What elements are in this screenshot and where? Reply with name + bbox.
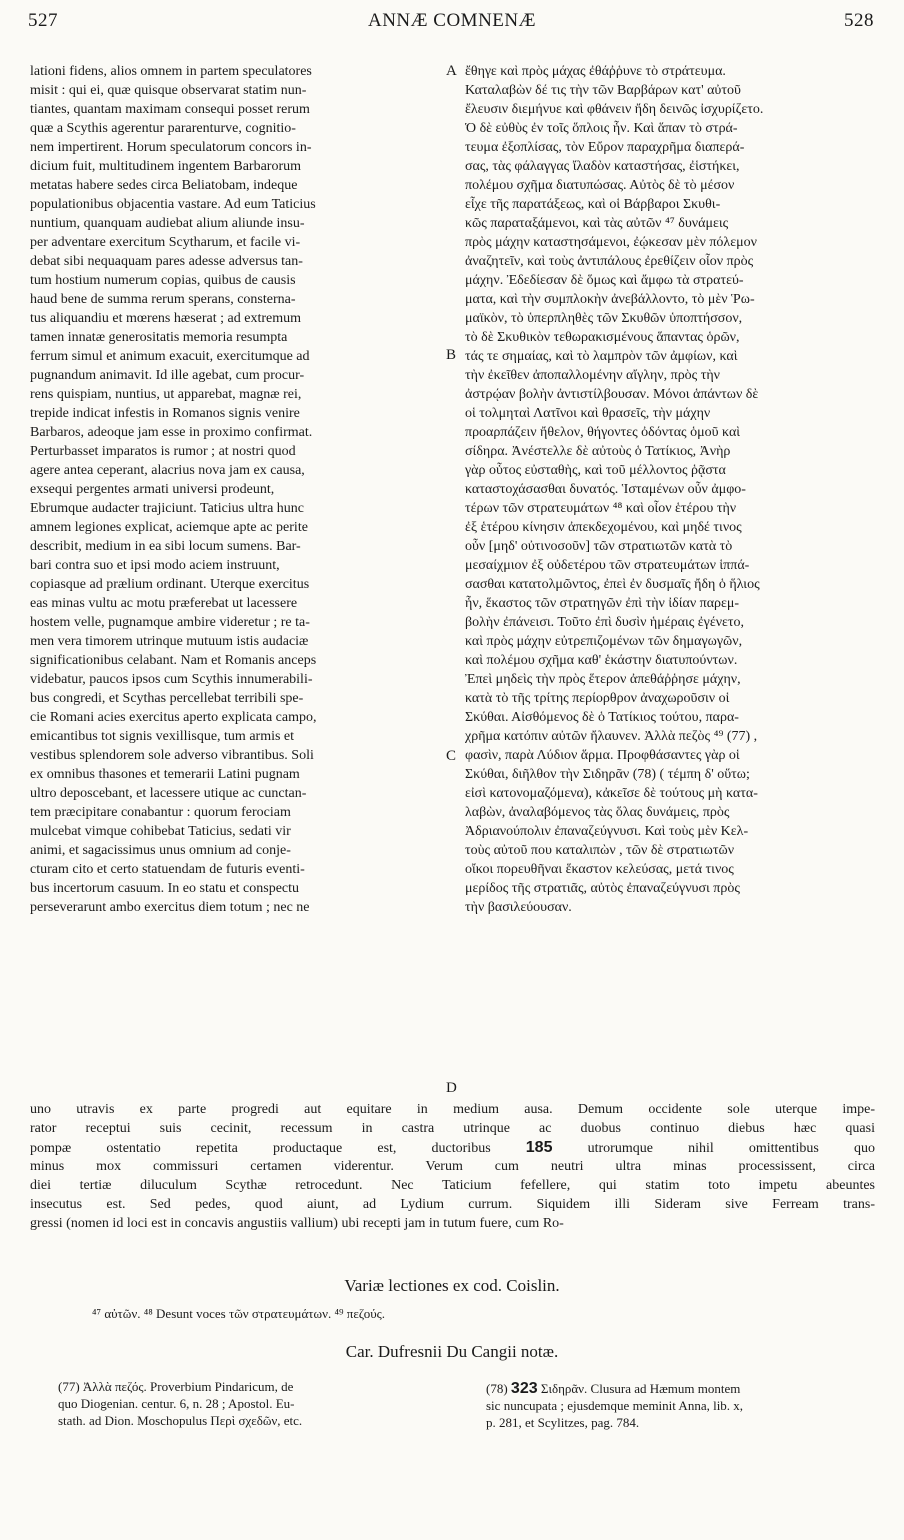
- text-line: Ἀδριανούπολιν ἐπαναζεύγνυσι. Καὶ τοὺς μὲν Κελ-: [465, 824, 749, 839]
- text-line: debat sibi nequaquam pares adesse adversus tan-: [30, 254, 303, 269]
- text-line: μεσαίχμιον ἐξ οὐδετέρου τῶν στρατευμάτων ἱππά-: [465, 558, 750, 573]
- text-line: populationibus objacentia vastare. Ad eum Taticius: [30, 197, 316, 212]
- text-line: ἀναζητεῖν, καὶ τοὺς ἀντιπάλους ἐρεθίζειν οἷον πρὸς: [465, 254, 754, 269]
- text-line: τὴν βασιλεύουσαν.: [465, 900, 572, 915]
- text-line: ματα, καὶ τὴν συμπλοκὴν ἀνεβάλλοντο, τὸ μὲν Ῥω-: [465, 292, 755, 307]
- text-line: κατὰ τὸ τῆς τρίτης περίορθρον ἀναχωροῦσιν οἱ: [465, 691, 730, 706]
- text-line: καὶ πολέμου σχῆμα καθ' ἑκάστην διατυπούντων.: [465, 653, 738, 668]
- text-line: per adventare exercitum Scytharum, et facile vi-: [30, 235, 301, 250]
- text-line: μάχην. Ἐδεδίεσαν δὲ ὅμως καὶ ἄμφω τὰ στρατεύ-: [465, 273, 744, 288]
- text-line: gressi (nomen id loci est in concavis angustiis vallium) ubi recepti jam in tutum fuere, cum Ro-: [30, 1216, 564, 1231]
- text-line: tiantes, quantam maximam consequi posset rerum: [30, 102, 310, 117]
- text-line: σας, τὰς φάλαγγας ἴλαδὸν καταστήσας, ἐἱστήκει,: [465, 159, 740, 174]
- text-line: amnem legiones explicat, aciemque apte ac perite: [30, 520, 308, 535]
- text-line: bari contra suo et ipsi modo aciem instruunt,: [30, 558, 280, 573]
- text-line: quæ a Scythis agerentur pararenturve, cognitio-: [30, 121, 296, 136]
- text-fragment: (78): [486, 1381, 508, 1396]
- text-line: eas minas vultu ac motu præferebat ut lacessere: [30, 596, 298, 611]
- right-page-number: 528: [844, 10, 874, 31]
- text-line: ferrum simul et animum exacuit, exercitumque ad: [30, 349, 310, 364]
- text-fragment: utrorumque nihil omittentibus quo: [587, 1141, 875, 1156]
- text-line: οὖν [μηδ' οὐτινοσοῦν] τῶν στρατιωτῶν κατὰ τὸ: [465, 539, 733, 554]
- text-line: nuntium, quanquam audiebat alium aliunde insu-: [30, 216, 305, 231]
- text-line: [30, 1138, 875, 1157]
- notes-heading: Car. Dufresnii Du Cangii notæ.: [345, 1342, 559, 1361]
- text-line: uno utravis ex parte progredi aut equitare in medium ausa. Demum occidente sole uterque impe-: [30, 1102, 875, 1117]
- margin-marker-a: A: [446, 63, 457, 79]
- text-line: πολέμου σχῆμα διατυπώσας. Αὐτὸς δὲ τὸ μέσον: [465, 178, 735, 193]
- text-line: τὸ δὲ Σκυθικὸν τεθωρακισμένους ἅπαντας ὁρῶν,: [465, 330, 740, 345]
- text-line: videbatur, paucos ipsos cum Scythis innumerabili-: [30, 672, 313, 687]
- text-line: bus congredi, et Scythas percellebat terribili spe-: [30, 691, 304, 706]
- text-line: καὶ πρὸς μάχην εὐτρεπιζομένων τῶν δημαγωγῶν,: [465, 634, 743, 649]
- text-fragment: Σιδηρᾶν. Clusura ad Hæmum montem: [540, 1381, 741, 1396]
- text-line: ultro deposcebant, et lacessere utique ac cunctan-: [30, 786, 307, 801]
- text-line: (77) Ἀλλὰ πεζός. Proverbium Pindaricum, de: [58, 1379, 294, 1394]
- text-line: ἐξ ἑτέρου κίνησιν ἀπεκδεχομένου, καὶ μηδέ τινος: [465, 520, 742, 535]
- text-line: diei tertiæ diluculum Scythæ retrocedunt. Nec Taticium fefellere, qui statim toto impetu abeuntes: [30, 1178, 875, 1193]
- text-line: κῶς παραταξάμενοι, καὶ τὰς αὐτῶν ⁴⁷ δυνάμεις: [465, 216, 729, 231]
- text-line: οἴκοι πορευθῆναι ἕκαστον κελεύσας, μετά τινος: [465, 862, 734, 877]
- text-line: pugnandum animavit. Id ille agebat, cum procur-: [30, 368, 305, 383]
- text-line: minus mox commissuri certamen viderentur. Verum cum neutri ultra minas processissent, circa: [30, 1159, 875, 1174]
- text-line: quo Diogenian. centur. 6, n. 28 ; Apostol. Eu-: [58, 1396, 295, 1411]
- text-line: Καταλαβὼν δέ τις τὴν τῶν Βαρβάρων κατ' αὐτοῦ: [465, 83, 741, 98]
- text-line: Ebrumque audacter trajiciunt. Taticius ultra hunc: [30, 501, 304, 516]
- text-line: trepide indicat infestis in Romanos signis venire: [30, 406, 300, 421]
- footnote-77: [58, 1378, 302, 1429]
- text-line: Σκύθαι, διῆλθον τὴν Σιδηρᾶν (78) ( τέμπη δ' οὕτω;: [465, 767, 750, 782]
- text-line: sic nuncupata ; ejusdemque meminit Anna, lib. x,: [486, 1398, 744, 1413]
- text-line: significationibus celabant. Nam et Romanis anceps: [30, 653, 317, 668]
- text-line: animi, et sagacissimus unus omnium ad conje-: [30, 843, 291, 858]
- greek-column: [465, 62, 885, 917]
- text-line: agere antea ceperant, alacrius nova jam ex causa,: [30, 463, 305, 478]
- text-line: σίδηρα. Ἀνέστελλε δὲ αὐτοὺς ὁ Τατίκιος, Ἀνὴρ: [465, 444, 731, 459]
- footnote-78: [486, 1380, 743, 1431]
- text-line: ἦν, ἕκαστος τῶν στρατηγῶν ἐπὶ τὴν ἰδίαν παρεμ-: [465, 596, 740, 611]
- text-line: εἶχε τῆς παρατάξεως, καὶ οἱ Βάρβαροι Σκυθι-: [465, 197, 721, 212]
- text-line: ἀστρῴαν βολὴν ἀντιστίλβουσαν. Μόνοι ἁπάντων δὲ: [465, 387, 759, 402]
- text-line: lationi fidens, alios omnem in partem speculatores: [30, 64, 312, 79]
- text-line: insecutus est. Sed pedes, quod aiunt, ad Lydium currum. Siquidem illi Sideram sive Ferream trans-: [30, 1197, 875, 1212]
- text-line: Ἐπεὶ μηδεὶς τὴν πρὸς ἕτερον ἀπεθάῤῥησε μάχην,: [465, 672, 741, 687]
- text-line: cie Romani acies exercitus aperto explicata campo,: [30, 710, 317, 725]
- text-line: cturam cito et certo statuendam de futuris eventi-: [30, 862, 305, 877]
- variant-readings-heading: Variæ lectiones ex cod. Coislin.: [344, 1276, 560, 1295]
- text-line: nem impertirent. Horum speculatorum concors in-: [30, 140, 312, 155]
- margin-marker-c: C: [446, 748, 457, 764]
- text-line: τὴν ἐκεῖθεν ἀποπαλλομένην αἴγλην, πρὸς τὴν: [465, 368, 721, 383]
- text-line: σασθαι κατατολμῶντος, ἐπεὶ ἐν δυσμαῖς ἤδη ὁ ἥλιος: [465, 577, 760, 592]
- text-line: γὰρ οὗτος εὐσταθὴς, καὶ τοῦ μέλλοντος ῥᾷστα: [465, 463, 726, 478]
- margin-marker-d: D: [446, 1080, 457, 1096]
- text-line: rator receptui suis cecinit, recessum in castra utrinque ac duobus continuo diebus hæc quasi: [30, 1121, 875, 1136]
- text-line: εἰσὶ κατονομαζόμενα), κἀκεῖσε δὲ τούτους μὴ κατα-: [465, 786, 758, 801]
- text-line: mulcebat vimque cohibebat Taticius, sedati vir: [30, 824, 291, 839]
- text-line: tamen innatæ generositatis memoria resumpta: [30, 330, 288, 345]
- text-fragment: pompæ ostentatio repetita productaque est, ductoribus: [30, 1141, 491, 1156]
- text-line: Σκύθαι. Αἰσθόμενος δὲ ὁ Τατίκιος τούτου, παρα-: [465, 710, 739, 725]
- text-line: [486, 1380, 743, 1397]
- text-line: λαβὼν, ἀναλαβόμενος τὰς ὅλας δυνάμεις, πρὸς: [465, 805, 730, 820]
- left-page-number: 527: [28, 10, 58, 31]
- text-line: τοὺς αὐτοῦ που καταλιπὼν , τῶν δὲ στρατιωτῶν: [465, 843, 735, 858]
- text-line: ex omnibus thasones et temerarii Latini pugnam: [30, 767, 300, 782]
- text-line: προαρπάζειν ἤθελον, θήγοντες ὀδόντας ὁμοῦ καὶ: [465, 425, 741, 440]
- text-line: Ὁ δὲ εὐθὺς ἐν τοῖς ὅπλοις ἦν. Καὶ ἅπαν τὸ στρά-: [465, 121, 738, 136]
- margin-marker-b: B: [446, 347, 457, 363]
- text-line: πρὸς μάχην καταστησάμενοι, ἐῴκεσαν μὲν πόλεμον: [465, 235, 757, 250]
- text-line: τάς τε σημαίας, καὶ τὸ λαμπρὸν τῶν ἀμφίων, καὶ: [465, 349, 738, 364]
- text-line: μαϊκὸν, τὸ ὑπερπληθὲς τῶν Σκυθῶν ὑποπτήσσον,: [465, 311, 743, 326]
- text-line: καταστοχάσασθαι δυνατός. Ἱσταμένων οὖν ἀμφο-: [465, 482, 746, 497]
- text-line: τέρων τῶν στρατευμάτων ⁴⁸ καὶ οἷον ἑτέρου τὴν: [465, 501, 737, 516]
- text-line: tus aliquandiu et mœrens hæserat ; ad extremum: [30, 311, 301, 326]
- text-line: emicantibus tot signis vexillisque, tum armis et: [30, 729, 295, 744]
- column-number: 323: [510, 1380, 538, 1397]
- running-title: ANNÆ COMNENÆ: [367, 10, 537, 31]
- text-line: φασὶν, παρὰ Λύδιον ἅρμα. Προφθάσαντες γὰρ οἱ: [465, 748, 740, 763]
- text-line: hostem velle, pugnamque ambire videretur ; re ta-: [30, 615, 310, 630]
- text-line: copiasque ad prælium ordinant. Uterque exercitus: [30, 577, 310, 592]
- text-line: τευμα ἐξοπλίσας, τὸν Εὔρον παραχρῆμα διαπερά-: [465, 140, 745, 155]
- full-width-text: [30, 1100, 875, 1233]
- text-line: vestibus splendorem sole adverso vibrantibus. Soli: [30, 748, 314, 763]
- text-line: stath. ad Dion. Moschopulus Περὶ σχεδῶν, etc.: [58, 1413, 303, 1428]
- variant-readings-line: ⁴⁷ αὐτῶν. ⁴⁸ Desunt voces τῶν στρατευμάτων. ⁴⁹ πεζούς.: [92, 1306, 386, 1321]
- text-line: μερίδος τῆς στρατιᾶς, αὐτὸς ἐπαναζεύγνυσι πρὸς: [465, 881, 740, 896]
- text-line: οἱ τολμηταὶ Λατῖνοι καὶ θρασεῖς, τὴν μάχην: [465, 406, 711, 421]
- text-line: describit, medium in ea sibi locum sumens. Bar-: [30, 539, 301, 554]
- text-line: p. 281, et Scylitzes, pag. 784.: [486, 1415, 640, 1430]
- text-line: ἔλευσιν διεμήνυε καὶ φθάνειν ἤδη δεινῶς ἰσχυρίζετο.: [465, 102, 764, 117]
- text-line: ἔθηγε καὶ πρὸς μάχας ἐθάῤῥυνε τὸ στράτευμα.: [465, 64, 726, 79]
- text-line: perseverarunt ambo exercitus diem totum ; nec ne: [30, 900, 310, 915]
- text-line: Barbaros, adeoque jam esse in proximo confirmat.: [30, 425, 313, 440]
- text-line: tem præcipitare conabantur : quorum ferociam: [30, 805, 291, 820]
- text-line: tum hostium numerum copias, quibus de causis: [30, 273, 296, 288]
- text-line: metatas habere sedes circa Beliatobam, indeque: [30, 178, 298, 193]
- text-line: haud bene de summa rerum sperans, consterna-: [30, 292, 296, 307]
- text-line: dicium fuit, multitudinem ingentem Barbarorum: [30, 159, 302, 174]
- text-line: χρῆμα κατόπιν αὐτῶν ἤλαυνεν. Ἀλλὰ πεζὸς ⁴⁹ (77) ,: [465, 729, 758, 744]
- text-line: exsequi pergentes armati universi prodeunt,: [30, 482, 275, 497]
- text-line: misit : qui ei, quæ quisque observarat statim nun-: [30, 83, 307, 98]
- text-line: Perturbasset imparatos is rumor ; at nostri quod: [30, 444, 296, 459]
- text-line: rens quispiam, nuntius, ut apparebat, magnæ rei,: [30, 387, 302, 402]
- column-number: 185: [525, 1139, 553, 1156]
- text-line: men vera timorem utrinque mutuum istis audaciæ: [30, 634, 309, 649]
- latin-column: [30, 62, 440, 917]
- text-line: βολὴν ἐπάνεισι. Τοῦτο ἐπὶ δυσὶν ἡμέραις ἐγένετο,: [465, 615, 745, 630]
- text-line: bus incertorum casuum. In eo statu et conspectu: [30, 881, 300, 896]
